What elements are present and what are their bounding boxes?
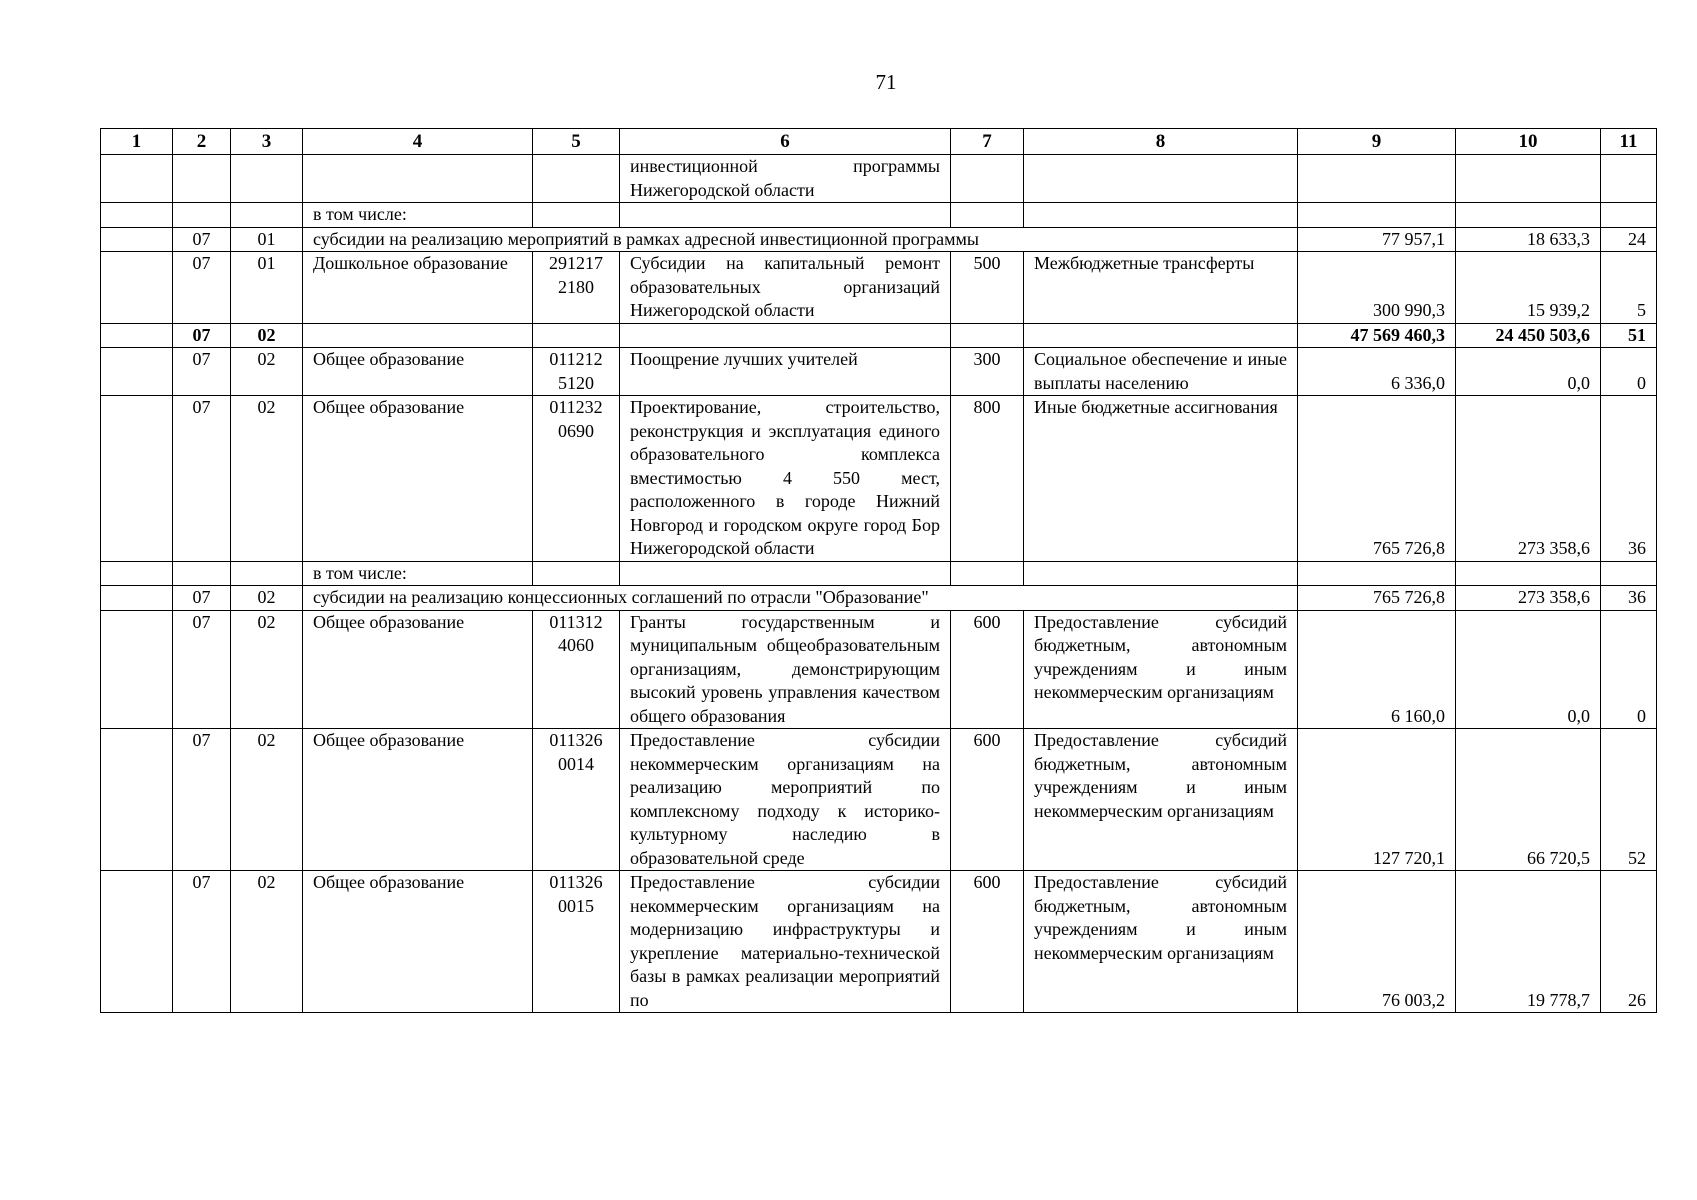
- cell-section: 07: [173, 227, 231, 252]
- cell-description: Предоставление субсидии некоммерческим организациям на модернизацию инфраструктуры и укрепление материально-технической базы в рамках реализации мероприятий по: [620, 871, 951, 1013]
- cell-amount-actual: 19 778,7: [1456, 871, 1601, 1013]
- cell-col-1: [101, 396, 173, 562]
- table-row: [101, 227, 1657, 252]
- cell-subsection: 02: [231, 871, 303, 1013]
- column-header-11: 11: [1601, 129, 1657, 155]
- column-header-9: 9: [1298, 129, 1456, 155]
- cell-expense-name: Межбюджетные трансферты: [1024, 252, 1298, 324]
- cell-amount-actual: 273 358,6: [1456, 586, 1601, 611]
- cell-target-code: [533, 323, 620, 348]
- cell-amount-plan: 127 720,1: [1298, 729, 1456, 871]
- cell-target-code: 011232 0690: [533, 396, 620, 562]
- cell-col-1: [101, 729, 173, 871]
- cell-amount-actual: [1456, 561, 1601, 586]
- cell-target-code: [533, 561, 620, 586]
- cell-description: [620, 203, 951, 228]
- cell-col-1: [101, 586, 173, 611]
- cell-name: Общее образование: [303, 871, 533, 1013]
- cell-expense-type: [951, 203, 1024, 228]
- table-row: [101, 610, 1657, 729]
- cell-subsection: [231, 203, 303, 228]
- budget-table: [100, 128, 1657, 1013]
- cell-section: 07: [173, 729, 231, 871]
- cell-name: Общее образование: [303, 610, 533, 729]
- cell-expense-type: [951, 561, 1024, 586]
- cell-expense-type: 600: [951, 871, 1024, 1013]
- cell-col-1: [101, 227, 173, 252]
- cell-subsection: 02: [231, 348, 303, 396]
- cell-percent: 52: [1601, 729, 1657, 871]
- cell-description: Субсидии на капитальный ремонт образовательных организаций Нижегородской области: [620, 252, 951, 324]
- cell-amount-actual: 66 720,5: [1456, 729, 1601, 871]
- cell-expense-type: 600: [951, 729, 1024, 871]
- cell-expense-name: [1024, 561, 1298, 586]
- cell-expense-name: Социальное обеспечение и иные выплаты населению: [1024, 348, 1298, 396]
- column-header-7: 7: [951, 129, 1024, 155]
- cell-subtotal-label: субсидии на реализацию концессионных соглашений по отрасли "Образование": [303, 586, 1298, 611]
- cell-amount-actual: 15 939,2: [1456, 252, 1601, 324]
- cell-section: 07: [173, 610, 231, 729]
- cell-description: Предоставление субсидии некоммерческим организациям на реализацию мероприятий по комплексному подходу к историко-культурному наследию в образовательной среде: [620, 729, 951, 871]
- cell-target-code: 011326 0015: [533, 871, 620, 1013]
- cell-subsection: 01: [231, 227, 303, 252]
- cell-expense-type: 800: [951, 396, 1024, 562]
- cell-description: Гранты государственным и муниципальным общеобразовательным организациям, демонстрирующим высокий уровень управления качеством общего образования: [620, 610, 951, 729]
- cell-col-1: [101, 203, 173, 228]
- cell-amount-actual: 24 450 503,6: [1456, 323, 1601, 348]
- cell-name: Общее образование: [303, 396, 533, 562]
- cell-percent: [1601, 155, 1657, 203]
- cell-amount-plan: [1298, 203, 1456, 228]
- cell-percent: 36: [1601, 396, 1657, 562]
- cell-expense-name: [1024, 155, 1298, 203]
- cell-subsection: 01: [231, 252, 303, 324]
- cell-name: [303, 323, 533, 348]
- cell-target-code: 291217 2180: [533, 252, 620, 324]
- table-row: [101, 561, 1657, 586]
- cell-amount-actual: 0,0: [1456, 610, 1601, 729]
- table-row: [101, 348, 1657, 396]
- cell-subsection: [231, 561, 303, 586]
- cell-col-1: [101, 252, 173, 324]
- cell-expense-name: Иные бюджетные ассигнования: [1024, 396, 1298, 562]
- cell-target-code: 011326 0014: [533, 729, 620, 871]
- cell-target-code: 011312 4060: [533, 610, 620, 729]
- cell-subsection: 02: [231, 610, 303, 729]
- cell-subsection: 02: [231, 586, 303, 611]
- cell-target-code: [533, 155, 620, 203]
- cell-amount-actual: 273 358,6: [1456, 396, 1601, 562]
- column-header-4: 4: [303, 129, 533, 155]
- cell-percent: [1601, 203, 1657, 228]
- table-row: [101, 203, 1657, 228]
- cell-amount-actual: [1456, 155, 1601, 203]
- cell-amount-plan: [1298, 561, 1456, 586]
- cell-target-code: 011212 5120: [533, 348, 620, 396]
- header-row: [101, 129, 1657, 155]
- cell-amount-plan: [1298, 155, 1456, 203]
- cell-description: [620, 561, 951, 586]
- cell-name: Общее образование: [303, 729, 533, 871]
- cell-percent: 26: [1601, 871, 1657, 1013]
- cell-section: [173, 561, 231, 586]
- cell-percent: 24: [1601, 227, 1657, 252]
- cell-section: 07: [173, 586, 231, 611]
- cell-subsection: 02: [231, 729, 303, 871]
- cell-col-1: [101, 561, 173, 586]
- cell-subsection: [231, 155, 303, 203]
- column-header-2: 2: [173, 129, 231, 155]
- cell-col-1: [101, 871, 173, 1013]
- cell-percent: 0: [1601, 610, 1657, 729]
- cell-percent: 5: [1601, 252, 1657, 324]
- cell-amount-actual: [1456, 203, 1601, 228]
- cell-percent: 0: [1601, 348, 1657, 396]
- cell-expense-type: 500: [951, 252, 1024, 324]
- cell-section: 07: [173, 871, 231, 1013]
- cell-expense-type: 600: [951, 610, 1024, 729]
- cell-subsection: 02: [231, 323, 303, 348]
- cell-amount-plan: 765 726,8: [1298, 396, 1456, 562]
- column-header-1: 1: [101, 129, 173, 155]
- table-row: [101, 155, 1657, 203]
- cell-section: 07: [173, 348, 231, 396]
- cell-section: 07: [173, 323, 231, 348]
- cell-amount-actual: 18 633,3: [1456, 227, 1601, 252]
- cell-amount-plan: 47 569 460,3: [1298, 323, 1456, 348]
- table-row: [101, 323, 1657, 348]
- cell-section: [173, 155, 231, 203]
- cell-expense-name: [1024, 323, 1298, 348]
- cell-description: Поощрение лучших учителей: [620, 348, 951, 396]
- cell-amount-plan: 77 957,1: [1298, 227, 1456, 252]
- cell-col-1: [101, 155, 173, 203]
- cell-name: Общее образование: [303, 348, 533, 396]
- cell-percent: 36: [1601, 586, 1657, 611]
- column-header-10: 10: [1456, 129, 1601, 155]
- cell-expense-type: [951, 323, 1024, 348]
- cell-expense-name: Предоставление субсидий бюджетным, автономным учреждениям и иным некоммерческим организациям: [1024, 610, 1298, 729]
- page-number: 71: [875, 70, 897, 94]
- cell-expense-type: 300: [951, 348, 1024, 396]
- column-header-6: 6: [620, 129, 951, 155]
- cell-amount-plan: 765 726,8: [1298, 586, 1456, 611]
- cell-name: в том числе:: [303, 203, 533, 228]
- cell-amount-plan: 6 336,0: [1298, 348, 1456, 396]
- cell-col-1: [101, 610, 173, 729]
- table-row: [101, 396, 1657, 562]
- table-row: [101, 586, 1657, 611]
- table-row: [101, 252, 1657, 324]
- cell-amount-plan: 6 160,0: [1298, 610, 1456, 729]
- column-header-3: 3: [231, 129, 303, 155]
- cell-description: [620, 323, 951, 348]
- column-header-8: 8: [1024, 129, 1298, 155]
- cell-amount-plan: 76 003,2: [1298, 871, 1456, 1013]
- cell-name: Дошкольное образование: [303, 252, 533, 324]
- cell-section: 07: [173, 252, 231, 324]
- cell-subtotal-label: субсидии на реализацию мероприятий в рамках адресной инвестиционной программы: [303, 227, 1298, 252]
- column-header-5: 5: [533, 129, 620, 155]
- cell-col-1: [101, 348, 173, 396]
- cell-expense-name: Предоставление субсидий бюджетным, автономным учреждениям и иным некоммерческим организациям: [1024, 871, 1298, 1013]
- cell-expense-type: [951, 155, 1024, 203]
- cell-section: 07: [173, 396, 231, 562]
- cell-expense-name: Предоставление субсидий бюджетным, автономным учреждениям и иным некоммерческим организациям: [1024, 729, 1298, 871]
- cell-name: в том числе:: [303, 561, 533, 586]
- cell-amount-actual: 0,0: [1456, 348, 1601, 396]
- cell-percent: [1601, 561, 1657, 586]
- cell-description: Проектирование, строительство, реконструкция и эксплуатация единого образовательного комплекса вместимостью 4 550 мест, расположенного в городе Нижний Новгород и городском округе город Бор Нижегородской области: [620, 396, 951, 562]
- cell-amount-plan: 300 990,3: [1298, 252, 1456, 324]
- table-row: [101, 871, 1657, 1013]
- cell-target-code: [533, 203, 620, 228]
- cell-description: инвестиционной программы Нижегородской области: [620, 155, 951, 203]
- cell-name: [303, 155, 533, 203]
- cell-section: [173, 203, 231, 228]
- cell-subsection: 02: [231, 396, 303, 562]
- cell-expense-name: [1024, 203, 1298, 228]
- cell-percent: 51: [1601, 323, 1657, 348]
- cell-col-1: [101, 323, 173, 348]
- table-row: [101, 729, 1657, 871]
